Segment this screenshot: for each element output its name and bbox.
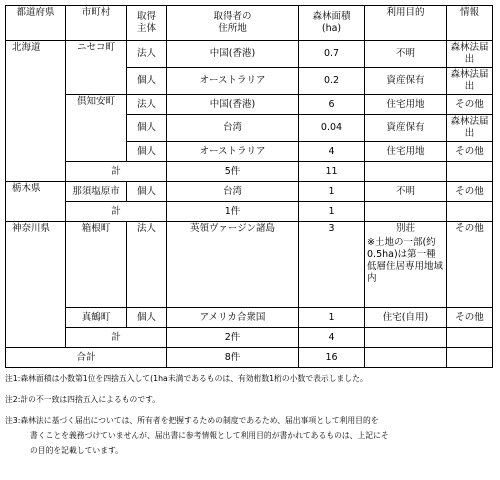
- muni-nasushiobara: 那須塩原市: [66, 182, 127, 202]
- note-1: 注1:森林面積は小数第1位を四捨五入して(1ha未満であるものは、有効桁数1桁の小数で表示しました。: [5, 374, 368, 383]
- cell-entity: 法人: [127, 41, 167, 68]
- total-row: [6, 348, 493, 368]
- total-count: 8件: [167, 348, 299, 368]
- pref-kanagawa: 神奈川県: [6, 222, 66, 348]
- purpose-note: ※土地の一部(約0.5ha)は第一種低層住居専用地域内: [367, 237, 444, 284]
- cell-purpose: 住宅用地: [365, 142, 447, 162]
- header-row: [6, 6, 493, 41]
- empty-cell: [447, 348, 493, 368]
- cell-info: 森林法届出: [447, 68, 493, 95]
- cell-entity: 個人: [127, 68, 167, 95]
- cell-entity: 個人: [127, 115, 167, 142]
- cell-entity: 法人: [127, 95, 167, 115]
- cell-info: その他: [447, 182, 493, 202]
- subtotal-count: 1件: [167, 202, 299, 222]
- subtotal-count: 2件: [167, 328, 299, 348]
- cell-info: その他: [447, 222, 493, 308]
- total-area: 16: [299, 348, 365, 368]
- cell-area: 1: [299, 182, 365, 202]
- cell-purpose: 資産保有: [365, 115, 447, 142]
- subtotal-count: 5件: [167, 162, 299, 182]
- header-muni: 市町村: [66, 6, 127, 41]
- note-3-end: の目的を記載しています。: [30, 446, 123, 455]
- muni-hakone: 箱根町: [66, 222, 127, 308]
- cell-area: 6: [299, 95, 365, 115]
- cell-info: その他: [447, 142, 493, 162]
- cell-info: 森林法届出: [447, 115, 493, 142]
- empty-cell: [365, 162, 447, 182]
- header-info: 情報: [447, 6, 493, 41]
- subtotal-label: 計: [66, 328, 167, 348]
- muni-niseko: ニセコ町: [66, 41, 127, 95]
- subtotal-label: 計: [66, 162, 167, 182]
- header-addr-text: 取得者の 住所地: [213, 11, 252, 34]
- table-row: [6, 95, 493, 115]
- cell-addr: オーストラリア: [167, 68, 299, 95]
- pref-tochigi: 栃木県: [6, 182, 66, 222]
- cell-area: 0.04: [299, 115, 365, 142]
- subtotal-area: 4: [299, 328, 365, 348]
- note-2: 注2:計の不一致は四捨五入によるものです。: [5, 395, 161, 404]
- table-row: [6, 308, 493, 328]
- cell-entity: 個人: [127, 308, 167, 328]
- document: [5, 5, 495, 466]
- empty-cell: [447, 202, 493, 222]
- cell-addr: 中国(香港): [167, 95, 299, 115]
- empty-cell: [365, 348, 447, 368]
- table-row: [6, 222, 493, 308]
- cell-info: 森林法届出: [447, 41, 493, 68]
- subtotal-row: [6, 202, 493, 222]
- cell-addr: 台湾: [167, 182, 299, 202]
- cell-purpose: 不明: [365, 41, 447, 68]
- note-3: 注3:森林法に基づく届出については、所有者を把握するための制度であるため、届出事項として利用目的を: [5, 416, 379, 425]
- empty-cell: [447, 162, 493, 182]
- cell-info: その他: [447, 95, 493, 115]
- cell-addr: アメリカ合衆国: [167, 308, 299, 328]
- cell-entity: 個人: [127, 142, 167, 162]
- cell-area: 3: [299, 222, 365, 308]
- header-addr: [167, 6, 299, 41]
- cell-purpose: [365, 222, 447, 308]
- pref-hokkaido: 北海道: [6, 41, 66, 182]
- cell-addr: 台湾: [167, 115, 299, 142]
- cell-entity: 個人: [127, 182, 167, 202]
- subtotal-row: [6, 162, 493, 182]
- table-row: [6, 182, 493, 202]
- cell-addr: オーストラリア: [167, 142, 299, 162]
- header-purpose: 利用目的: [365, 6, 447, 41]
- cell-purpose: 資産保有: [365, 68, 447, 95]
- cell-purpose: 不明: [365, 182, 447, 202]
- cell-purpose: 住宅用地: [365, 95, 447, 115]
- subtotal-area: 11: [299, 162, 365, 182]
- muni-manazuru: 真鶴町: [66, 308, 127, 328]
- empty-cell: [365, 202, 447, 222]
- purpose-main: 別荘: [395, 223, 415, 234]
- footnotes: [5, 373, 495, 456]
- subtotal-label: 計: [66, 202, 167, 222]
- cell-addr: 英領ヴァージン諸島: [167, 222, 299, 308]
- muni-kutchan: 倶知安町: [66, 95, 127, 162]
- header-entity-text: 取得 主体: [136, 11, 156, 34]
- empty-cell: [447, 328, 493, 348]
- cell-area: 4: [299, 142, 365, 162]
- subtotal-row: [6, 328, 493, 348]
- empty-cell: [365, 328, 447, 348]
- cell-area: 0.7: [299, 41, 365, 68]
- note-3-continued: 書くことを義務づけていませんが、届出書に参考情報として利用目的が書かれてあるものは、上記にそ: [30, 431, 389, 440]
- foreign-forest-acquisition-table: [5, 5, 493, 368]
- cell-info: その他: [447, 308, 493, 328]
- cell-purpose: 住宅(自用): [365, 308, 447, 328]
- header-area: [299, 6, 365, 41]
- header-area-text: 森林面積 (ha): [312, 11, 351, 34]
- header-pref: 都道府県: [6, 6, 66, 41]
- table-row: [6, 41, 493, 68]
- cell-addr: 中国(香港): [167, 41, 299, 68]
- cell-area: 0.2: [299, 68, 365, 95]
- subtotal-area: 1: [299, 202, 365, 222]
- header-entity: [127, 6, 167, 41]
- total-label: 合計: [6, 348, 167, 368]
- cell-entity: 法人: [127, 222, 167, 308]
- cell-area: 1: [299, 308, 365, 328]
